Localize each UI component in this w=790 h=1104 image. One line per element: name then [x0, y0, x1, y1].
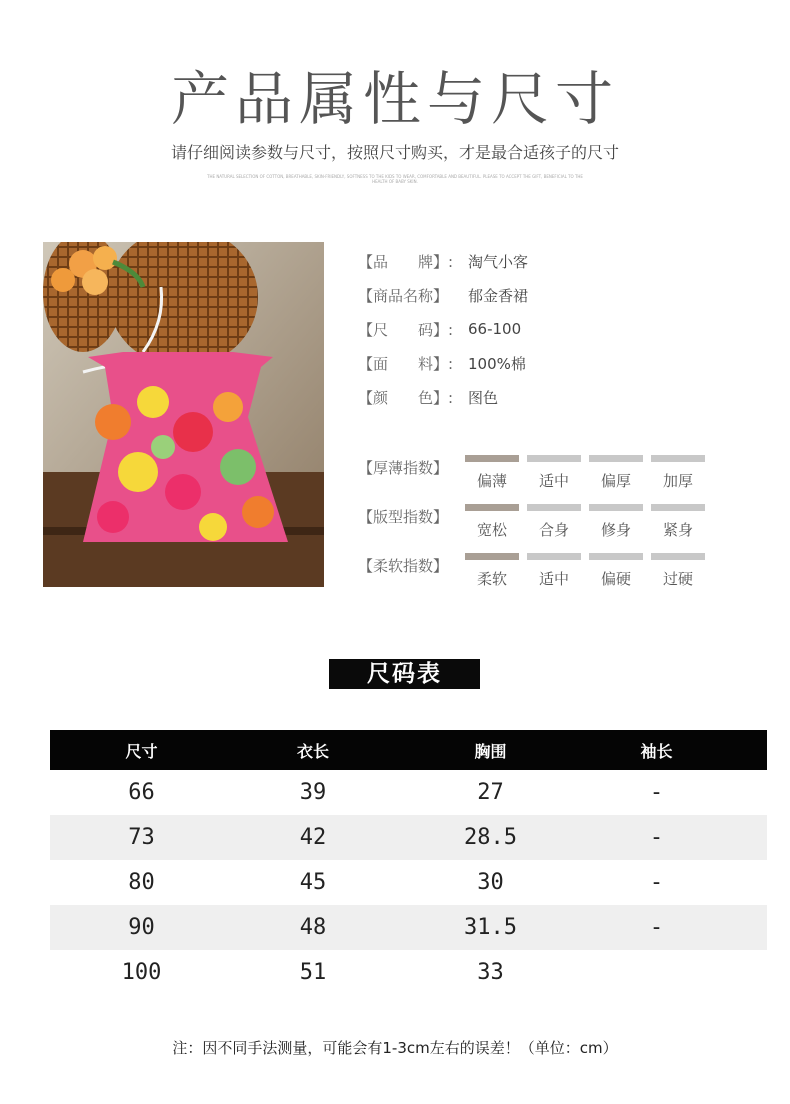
- index-option: [527, 553, 581, 602]
- index-option-label: 偏薄: [476, 472, 507, 490]
- index-option: [465, 553, 519, 602]
- attribute-row: [358, 244, 528, 278]
- index-option: [465, 455, 519, 504]
- index-row-thickness: [358, 455, 713, 504]
- index-label: 【厚薄指数】: [358, 459, 449, 477]
- column-header: 尺寸: [125, 741, 158, 761]
- index-option-label: 修身: [600, 521, 631, 539]
- index-option-label: 合身: [538, 521, 569, 539]
- table-cell: 30: [477, 870, 504, 895]
- attribute-label: 【品 牌】:: [358, 252, 454, 271]
- index-option-label: 宽松: [476, 521, 507, 539]
- attribute-value: 图色: [468, 388, 499, 407]
- index-bar: [651, 553, 705, 560]
- size-table: [50, 730, 767, 995]
- index-label: 【柔软指数】: [358, 557, 449, 575]
- table-cell: 28.5: [464, 825, 517, 850]
- index-bar: [589, 504, 643, 511]
- attribute-row: [358, 278, 528, 312]
- table-cell: 73: [128, 825, 155, 850]
- table-cell: -: [649, 915, 664, 940]
- index-bar: [651, 504, 705, 511]
- table-cell: -: [649, 870, 664, 895]
- table-cell: 90: [128, 915, 155, 940]
- attribute-value: 66-100: [468, 320, 522, 338]
- table-cell: 39: [299, 780, 327, 805]
- index-option: [527, 504, 581, 553]
- table-cell: 100: [121, 960, 162, 985]
- index-bar: [465, 455, 519, 462]
- attribute-value: 淘气小客: [468, 252, 529, 271]
- index-option-label: 偏厚: [600, 472, 631, 490]
- index-block: [358, 455, 713, 602]
- index-label: 【版型指数】: [358, 508, 449, 526]
- attribute-row: [358, 380, 528, 414]
- page-subtitle: 请仔细阅读参数与尺寸，按照尺寸购买，才是最合适孩子的尺寸: [170, 143, 619, 162]
- index-option: [589, 455, 643, 504]
- index-bar: [527, 455, 581, 462]
- index-option-label: 偏硬: [600, 570, 631, 588]
- table-row: [50, 770, 767, 815]
- index-bar: [465, 553, 519, 560]
- index-option: [651, 504, 705, 553]
- table-cell: -: [649, 825, 664, 850]
- index-option: [465, 504, 519, 553]
- table-cell: 42: [299, 825, 327, 850]
- fine-print: THE NATURAL SELECTION OF COTTON, BREATHABLE, SKIN-FRIENDLY, SOFTNESS TO THE KIDS TO WEAR, COMFORTABLE AND BEAUTIFUL. PLEASE TO ACCEPT THE GIFT, BENEFICIAL TO THE HEALTH OF BABY SKIN.: [207, 174, 583, 184]
- attribute-list: [358, 244, 528, 414]
- attribute-row: [358, 312, 528, 346]
- index-option: [651, 455, 705, 504]
- table-cell: 48: [299, 915, 327, 940]
- column-header: 胸围: [474, 741, 507, 761]
- attribute-row: [358, 346, 528, 380]
- attribute-value: 郁金香裙: [468, 286, 529, 305]
- index-option-label: 适中: [538, 472, 569, 490]
- table-row: [50, 860, 767, 905]
- table-row: [50, 815, 767, 860]
- attribute-label: 【颜 色】:: [358, 388, 454, 407]
- index-bar: [589, 553, 643, 560]
- table-cell: 33: [477, 960, 504, 985]
- table-cell: 31.5: [464, 915, 517, 940]
- page-title: 产品属性与尺寸: [170, 65, 619, 133]
- index-option-label: 柔软: [476, 570, 507, 588]
- index-bar: [589, 455, 643, 462]
- table-cell: 51: [299, 960, 327, 985]
- attribute-label: 【尺 码】:: [358, 320, 454, 339]
- index-option-label: 过硬: [662, 570, 693, 588]
- index-option: [589, 553, 643, 602]
- measurement-note: 注：因不同手法测量，可能会有1-3cm左右的误差！（单位：cm）: [172, 1039, 618, 1057]
- index-option: [527, 455, 581, 504]
- attribute-value: 100%棉: [468, 354, 526, 373]
- index-option: [589, 504, 643, 553]
- size-chart-title: 尺码表: [329, 659, 480, 689]
- table-cell: 45: [299, 870, 327, 895]
- column-header: 衣长: [296, 741, 329, 761]
- table-cell: 80: [128, 870, 155, 895]
- attribute-label: 【面 料】:: [358, 354, 454, 373]
- column-header: 袖长: [640, 741, 673, 761]
- index-row-softness: [358, 553, 713, 602]
- table-header: [50, 730, 767, 770]
- index-bar: [527, 553, 581, 560]
- index-row-fit: [358, 504, 713, 553]
- index-option-label: 适中: [538, 570, 569, 588]
- index-option: [651, 553, 705, 602]
- table-row: [50, 905, 767, 950]
- index-option-label: 加厚: [662, 472, 693, 490]
- table-cell: -: [649, 780, 664, 805]
- table-row: [50, 950, 767, 995]
- product-photo: [43, 242, 324, 587]
- index-bar: [465, 504, 519, 511]
- attribute-label: 【商品名称】: [358, 286, 449, 305]
- table-cell: 66: [128, 780, 155, 805]
- table-cell: 27: [477, 780, 504, 805]
- index-bar: [527, 504, 581, 511]
- index-option-label: 紧身: [662, 521, 693, 539]
- index-bar: [651, 455, 705, 462]
